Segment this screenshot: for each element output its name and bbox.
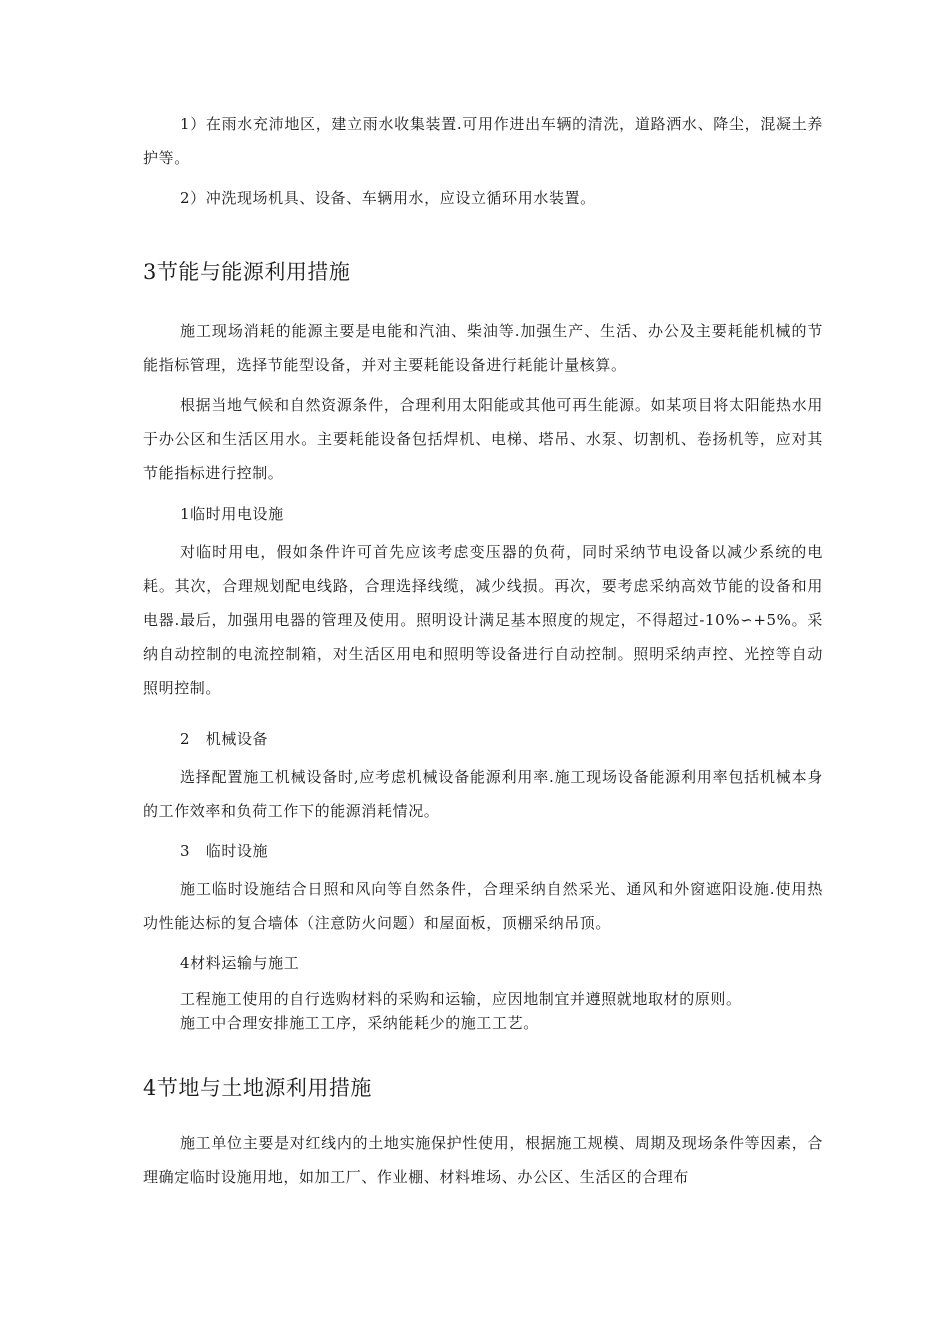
subheading-temporary-power: 1临时用电设施 [180, 505, 284, 523]
paragraph-rainwater: 1）在雨水充沛地区，建立雨水收集装置.可用作进出车辆的清洗，道路洒水、降尘，混凝土养护等。 [143, 115, 823, 167]
subheading-machinery: 2 机械设备 [180, 730, 269, 748]
paragraph-wash-water: 2）冲洗现场机具、设备、车辆用水，应设立循环用水装置。 [180, 189, 596, 207]
paragraph-temporary-facilities: 施工临时设施结合日照和风向等自然条件，合理采纳自然采光、通风和外窗遮阳设施.使用热功性能达标的复合墙体（注意防火问题）和屋面板，顶棚采纳吊顶。 [143, 880, 823, 932]
paragraph-renewable-energy: 根据当地气候和自然资源条件，合理利用太阳能或其他可再生能源。如某项目将太阳能热水用于办公区和生活区用水。主要耗能设备包括焊机、电梯、塔吊、水泵、切割机、卷扬机等，应对其节能指标进行控制。 [143, 396, 823, 482]
heading-energy-saving: 3节能与能源利用措施 [143, 260, 351, 284]
paragraph-construction-process: 施工中合理安排施工工序，采纳能耗少的施工工艺。 [180, 1014, 539, 1032]
paragraph-energy-consumption: 施工现场消耗的能源主要是电能和汽油、柴油等.加强生产、生活、办公及主要耗能机械的节能指标管理，选择节能型设备，并对主要耗能设备进行耗能计量核算。 [143, 322, 823, 374]
paragraph-material-procurement: 工程施工使用的自行选购材料的采购和运输，应因地制宜并遵照就地取材的原则。 [180, 990, 742, 1008]
paragraph-land-use: 施工单位主要是对红线内的土地实施保护性使用，根据施工规模、周期及现场条件等因素，合理确定临时设施用地，如加工厂、作业棚、材料堆场、办公区、生活区的合理布 [143, 1134, 823, 1186]
paragraph-machinery: 选择配置施工机械设备时,应考虑机械设备能源利用率.施工现场设备能源利用率包括机械本身的工作效率和负荷工作下的能源消耗情况。 [143, 768, 823, 820]
subheading-material-transport: 4材料运输与施工 [180, 954, 300, 972]
subheading-temporary-facilities: 3 临时设施 [180, 842, 269, 860]
paragraph-temporary-power: 对临时用电，假如条件许可首先应该考虑变压器的负荷，同时采纳节电设备以减少系统的电耗。其次，合理规划配电线路，合理选择线缆，减少线损。再次，要考虑采纳高效节能的设备和用电器.最后，加强用电器的管理及使用。照明设计满足基本照度的规定，不得超过-10%∽+5%。采纳自动控制的电流控制箱，对生活区用电和照明等设备进行自动控制。照明采纳声控、光控等自动照明控制。 [143, 543, 823, 697]
heading-land-saving: 4节地与土地源利用措施 [143, 1076, 372, 1100]
